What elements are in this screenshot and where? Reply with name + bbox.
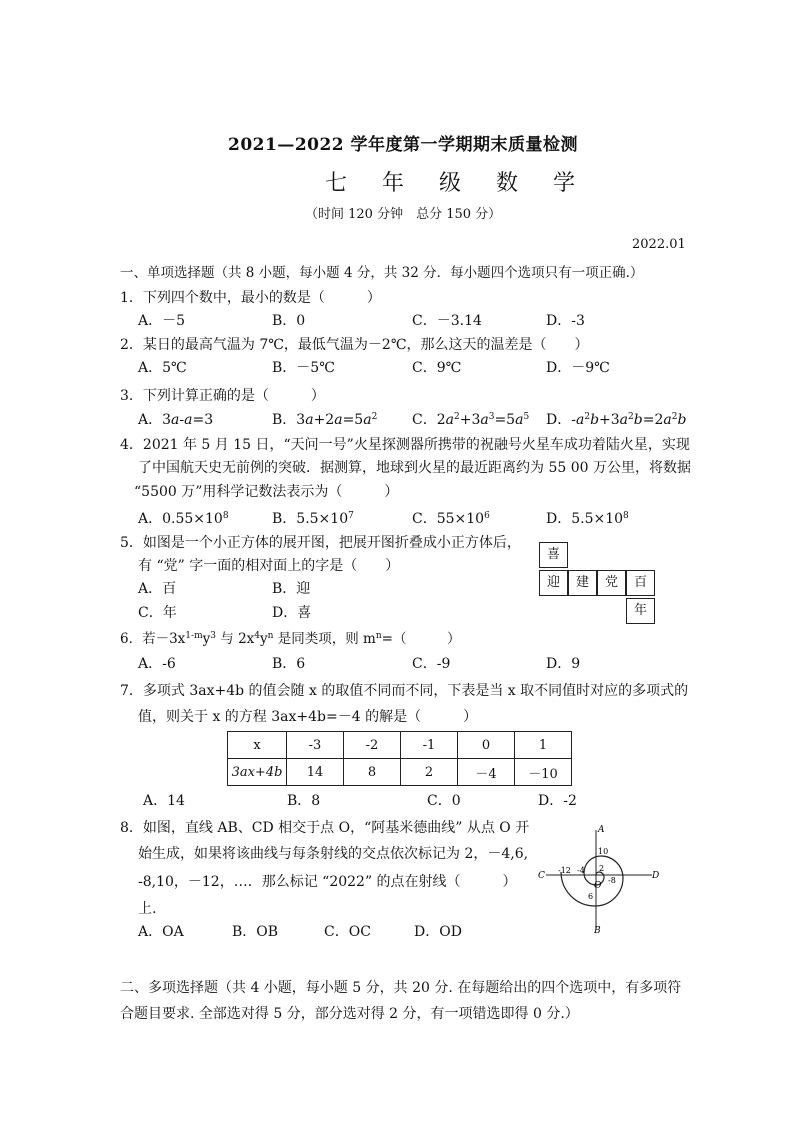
q6-option-c: C．-9 — [412, 656, 451, 672]
table-row — [228, 732, 572, 759]
label-c: C — [538, 871, 545, 881]
q4-option-c: C．$55\times 10^6$ — [412, 511, 490, 527]
net-cell-dang: 党 — [597, 570, 626, 596]
q1-option-b: B．0 — [272, 313, 306, 329]
q5-line2: 有 “党” 字一面的相对面上的字是（ ） — [138, 558, 400, 574]
section1-heading: 一、单项选择题（共 8 小题，每小题 4 分，共 32 分．每小题四个选项只有一项正确.） — [120, 265, 644, 281]
q6-option-d: D．9 — [546, 656, 581, 672]
time-info: （时间 120 分钟 总分 150 分） — [305, 207, 502, 222]
label-neg12: -12 — [558, 866, 571, 875]
value-table — [227, 731, 572, 786]
q6-option-a: A．-6 — [138, 656, 176, 672]
q6-option-b: B．6 — [272, 656, 306, 672]
table-cell: －4 — [458, 759, 515, 786]
q3-stem: 3．下列计算正确的是（ ） — [120, 388, 325, 404]
q7-line2: 值，则关于 x 的方程 3ax+4b=－4 的解是（ ） — [138, 709, 478, 725]
q7-option-d: D．-2 — [538, 793, 577, 809]
q4-line2: 了中国航天史无前例的突破．据测算，地球到火星的最近距离约为 55 00 万公里，将数据 — [138, 460, 691, 476]
exam-title: 2021—2022 学年度第一学期期末质量检测 — [228, 135, 579, 155]
spiral-figure — [532, 822, 664, 934]
q3-option-d: D．$-a^2b+3a^2b=2a^2b$ — [546, 412, 687, 428]
net-cell-jian: 建 — [568, 570, 597, 596]
q2-option-a: A．5℃ — [138, 360, 187, 376]
q1-option-c: C．－3.14 — [412, 313, 482, 329]
net-cell-bai: 百 — [626, 570, 655, 596]
q2-stem: 2．某日的最高气温为 7℃，最低气温为－2℃，那么这天的温差是（ ） — [120, 337, 589, 353]
q8-line2: 始生成，如果将该曲线与每条射线的交点依次标记为 2，－4,6, — [138, 846, 529, 862]
q7-option-c: C．0 — [427, 793, 461, 809]
label-neg8: -8 — [608, 876, 616, 885]
q7-option-a: A．14 — [143, 793, 185, 809]
q7-line1: 7．多项式 3ax+4b 的值会随 x 的取值不同而不同，下表是当 x 取不同值时对应的多项式的 — [120, 683, 689, 699]
subject-title: 七 年 级 数 学 — [325, 171, 589, 196]
label-d: D — [652, 871, 660, 881]
net-cell-xi: 喜 — [539, 542, 568, 568]
table-cell: -1 — [401, 732, 458, 759]
label-6: 6 — [588, 892, 594, 901]
q5-option-a: A．百 — [138, 581, 177, 597]
q5-option-d: D．喜 — [272, 605, 312, 621]
q8-line3: -8,10，－12，…．那么标记 “2022” 的点在射线（ ） — [138, 874, 517, 890]
table-cell: 0 — [458, 732, 515, 759]
q5-option-b: B．迎 — [272, 581, 311, 597]
label-neg4: -4 — [577, 866, 585, 875]
label-b: B — [594, 926, 601, 934]
table-cell: 8 — [344, 759, 401, 786]
q5-option-c: C．年 — [138, 605, 177, 621]
q8-option-a: A．OA — [138, 924, 184, 940]
label-o: O — [594, 881, 602, 891]
q7-option-b: B．8 — [287, 793, 321, 809]
exam-date: 2022.01 — [632, 237, 686, 252]
q8-line1: 8．如图，直线 AB、CD 相交于点 O，“阿基米德曲线” 从点 O 开 — [120, 820, 530, 836]
label-2: 2 — [599, 864, 605, 873]
label-a: A — [598, 825, 605, 835]
q5-line1: 5．如图是一个小正方体的展开图，把展开图折叠成小正方体后， — [120, 535, 521, 551]
table-cell: -2 — [344, 732, 401, 759]
q4-option-b: B．$5.5\times 10^7$ — [272, 511, 354, 527]
q1-option-d: D．-3 — [546, 313, 585, 329]
table-cell: 3ax+4b — [228, 759, 287, 786]
q1-option-a: A．－5 — [138, 313, 186, 329]
q2-option-d: D．－9℃ — [546, 360, 610, 376]
table-cell: x — [228, 732, 287, 759]
table-cell: 14 — [287, 759, 344, 786]
label-10: 10 — [598, 847, 609, 856]
q8-option-b: B．OB — [232, 924, 279, 940]
q8-option-d: D．OD — [414, 924, 462, 940]
q1-stem: 1．下列四个数中，最小的数是（ ） — [120, 290, 381, 306]
q8-option-c: C．OC — [324, 924, 371, 940]
table-row — [228, 759, 572, 786]
q8-line4: 上. — [138, 901, 157, 917]
section2-line2: 合题目要求. 全部选对得 5 分，部分选对得 2 分，有一项错选即得 0 分.） — [120, 1006, 579, 1022]
q4-option-d: D．$5.5\times 10^8$ — [546, 511, 629, 527]
q2-option-b: B．－5℃ — [272, 360, 335, 376]
net-cell-ying: 迎 — [539, 570, 568, 596]
q4-option-a: A．$0.55\times 10^8$ — [138, 511, 229, 527]
table-cell: 2 — [401, 759, 458, 786]
table-cell: 1 — [515, 732, 572, 759]
table-cell: -3 — [287, 732, 344, 759]
q6-stem: 6．若$-3x^{1-m}y^3$ 与 $2x^4y^n$ 是同类项，则 $m^n=$（ ） — [120, 631, 461, 647]
table-cell: －10 — [515, 759, 572, 786]
q4-line1: 4．2021 年 5 月 15 日，“天问一号”火星探测器所携带的祝融号火星车成功着陆火星，实现 — [120, 437, 690, 453]
q3-option-b: B．$3a+2a=5a^2$ — [272, 412, 378, 428]
net-cell-nian: 年 — [626, 598, 655, 624]
q3-option-a: A．3a-a=3 — [138, 412, 214, 428]
section2-line1: 二、多项选择题（共 4 小题，每小题 5 分，共 20 分. 在每题给出的四个选项中，有多项符 — [120, 980, 682, 996]
q3-option-c: C．$2a^2+3a^3=5a^5$ — [412, 412, 530, 428]
q4-line3: “5500 万”用科学记数法表示为（ ） — [134, 484, 399, 500]
q2-option-c: C．9℃ — [412, 360, 462, 376]
